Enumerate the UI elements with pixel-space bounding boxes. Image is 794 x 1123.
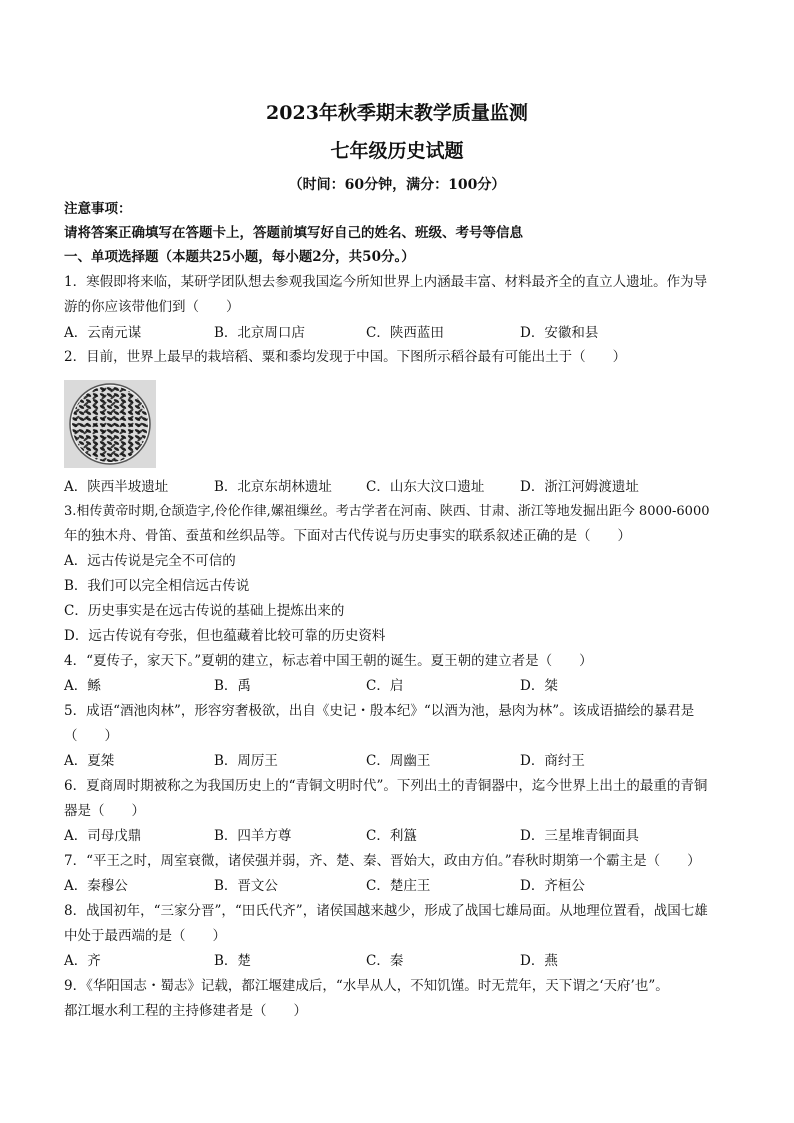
question-7-option-c: C．楚庄王: [366, 878, 431, 894]
question-1-line-2: 游的你应该带他们到（ ）: [64, 299, 240, 315]
question-6-option-a: A．司母戊鼎: [64, 828, 142, 844]
question-3-line-2: 年的独木舟、骨笛、蚕茧和丝织品等。下面对古代传说与历史事实的联系叙述正确的是（ ）: [64, 528, 631, 544]
question-5-option-a: A．夏桀: [64, 753, 115, 769]
question-3-option-d: D．远古传说有夸张，但也蕴藏着比较可靠的历史资料: [64, 628, 386, 644]
question-6-option-c: C．利簋: [366, 828, 417, 844]
question-4-option-d: D．桀: [520, 678, 558, 694]
question-6-line-1: 6．夏商周时期被称之为我国历史上的“青铜文明时代”。下列出土的青铜器中，迄今世界上出土的最重的青铜: [64, 778, 708, 794]
question-1-option-b: B．北京周口店: [214, 325, 305, 341]
question-2-option-c: C．山东大汶口遗址: [366, 479, 485, 495]
question-9-line-1: 9．《华阳国志・蜀志》记载，都江堰建成后，“水旱从人，不知饥馑。时无荒年，天下谓之‘天府’也”。: [64, 978, 669, 994]
question-7-option-d: D．齐桓公: [520, 878, 585, 894]
question-5-option-d: D．商纣王: [520, 753, 585, 769]
question-6-option-d: D．三星堆青铜面具: [520, 828, 639, 844]
question-1-option-a: A．云南元谋: [64, 325, 142, 341]
question-8-line-2: 中处于最西端的是（ ）: [64, 928, 226, 944]
question-8-line-1: 8．战国初年，“三家分晋”，“田氏代齐”，诸侯国越来越少，形成了战国七雄局面。从地理位置看，战国七雄: [64, 903, 708, 919]
question-1-option-d: D．安徽和县: [520, 325, 599, 341]
question-6-line-2: 器是（ ）: [64, 803, 145, 819]
question-5-line-1: 5．成语“酒池肉林”，形容穷奢极欲，出自《史记・殷本纪》“以酒为池，悬肉为林”。该成语描绘的暴君是: [64, 703, 695, 719]
question-2-option-b: B．北京东胡林遗址: [214, 479, 332, 495]
question-3-option-a: A．远古传说是完全不可信的: [64, 553, 236, 569]
exam-title: 2023年秋季期末教学质量监测: [266, 102, 528, 124]
question-4-line-1: 4．“夏传子，家天下。”夏朝的建立，标志着中国王朝的诞生。夏王朝的建立者是（ ）: [64, 653, 593, 669]
question-3-option-c: C．历史事实是在远古传说的基础上提炼出来的: [64, 603, 345, 619]
question-8-option-c: C．秦: [366, 953, 404, 969]
question-6-option-b: B．四羊方尊: [214, 828, 292, 844]
question-4-option-a: A．鲧: [64, 678, 101, 694]
question-1-option-c: C．陕西蓝田: [366, 325, 444, 341]
notice-body: 请将答案正确填写在答题卡上，答题前填写好自己的姓名、班级、考号等信息: [64, 225, 523, 241]
question-8-option-b: B．楚: [214, 953, 251, 969]
notice-heading: 注意事项：: [64, 201, 132, 217]
question-2-option-a: A．陕西半坡遗址: [64, 479, 169, 495]
question-3-line-1: 3.相传黄帝时期,仓颉造字,伶伦作律,嫘祖缫丝。考古学者在河南、陕西、甘肃、浙江等地发掘出距今 8000-6000: [64, 504, 710, 519]
rice-grain-photo: [64, 380, 156, 468]
exam-subtitle: 七年级历史试题: [330, 140, 464, 162]
question-9-line-2: 都江堰水利工程的主持修建者是（ ）: [64, 1003, 307, 1019]
question-8-option-a: A．齐: [64, 953, 101, 969]
question-4-option-b: B．禹: [214, 678, 251, 694]
question-7-line-1: 7．“平王之时，周室衰微，诸侯强并弱，齐、楚、秦、晋始大，政由方伯。”春秋时期第一个霸主是（ ）: [64, 853, 701, 869]
question-3-option-b: B．我们可以完全相信远古传说: [64, 578, 250, 594]
question-2-line-1: 2．目前，世界上最早的栽培稻、粟和黍均发现于中国。下图所示稻谷最有可能出土于（ ）: [64, 349, 627, 365]
question-5-line-2: （ ）: [64, 728, 118, 744]
question-5-option-c: C．周幽王: [366, 753, 431, 769]
exam-time-info: （时间：60分钟，满分：100分）: [288, 177, 506, 193]
question-7-option-a: A．秦穆公: [64, 878, 128, 894]
question-7-option-b: B．晋文公: [214, 878, 278, 894]
question-2-option-d: D．浙江河姆渡遗址: [520, 479, 639, 495]
question-1-line-1: 1．寒假即将来临，某研学团队想去参观我国迄今所知世界上内涵最丰富、材料最齐全的直立人遗址。作为导: [64, 274, 708, 290]
section-heading: 一、单项选择题（本题共25小题，每小题2分，共50分。）: [64, 249, 415, 265]
question-8-option-d: D．燕: [520, 953, 558, 969]
question-5-option-b: B．周厉王: [214, 753, 278, 769]
question-4-option-c: C．启: [366, 678, 404, 694]
